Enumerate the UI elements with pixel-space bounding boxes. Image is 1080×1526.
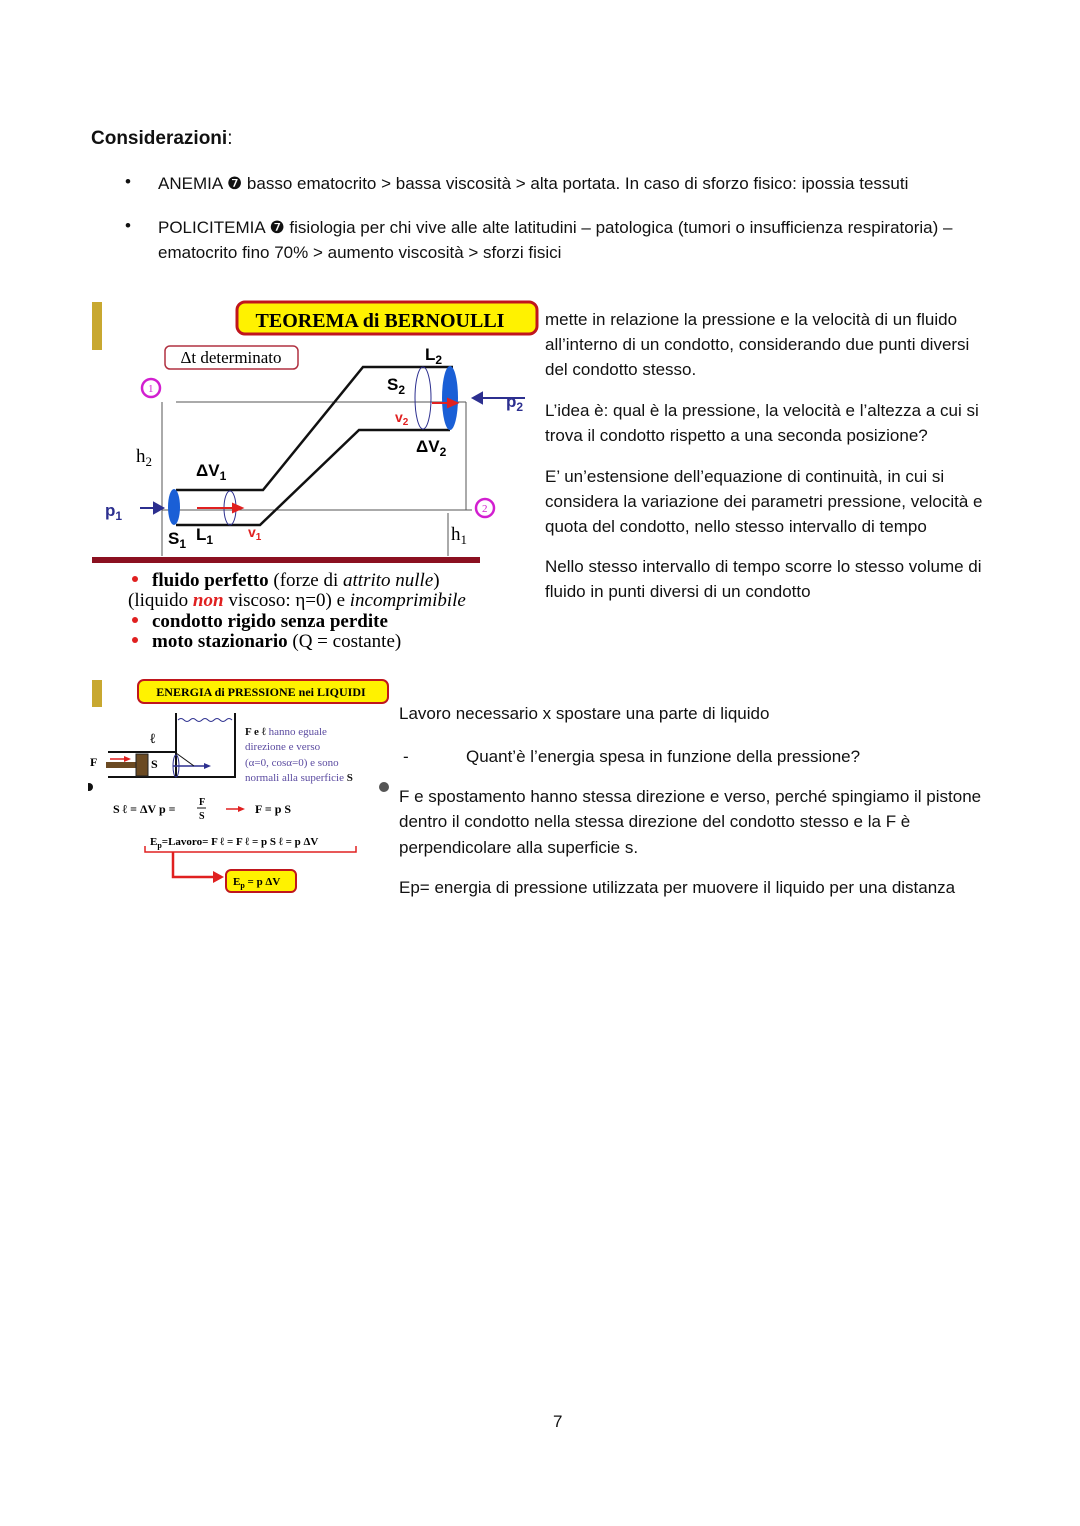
svg-text:v2: $v_2$ (395, 409, 409, 428)
svg-text:L1: $L_1$ (196, 525, 214, 547)
svg-text:F: F (90, 755, 98, 769)
svg-text:ΔV2: $\Delta V_2$ (416, 437, 447, 459)
paragraph-line: dentro il condotto nella stessa direzione del condotto stesso e la F è (399, 812, 911, 831)
conditions-list (128, 570, 466, 652)
svg-text:F: F (199, 797, 206, 808)
paragraph-line: all’interno di un condotto, considerando due punti diversi (545, 335, 970, 354)
paragraph-line: F e spostamento hanno stessa direzione e verso, perché spingiamo il pistone (399, 787, 982, 806)
bullet-anemia: ANEMIA ❼ basso ematocrito > bassa viscosità > alta portata. In caso di sforzo fisico: ipossia tessuti (158, 174, 909, 193)
svg-text:S ℓ = ΔV p =: S ℓ = ΔV p = (113, 802, 176, 816)
piston (136, 754, 148, 776)
direction-note (245, 726, 353, 784)
section-l2 (442, 366, 458, 430)
svg-text:2: 2 (482, 503, 488, 515)
svg-text:F = p S: F = p S (255, 802, 292, 816)
svg-text:fluido perfetto (forze di attr: fluido perfetto (forze di attrito nulle) (152, 570, 440, 591)
bullet-dot: • (125, 172, 131, 191)
pipe (176, 367, 453, 525)
svg-text:Ep = p ΔV: $E_p = p$ ΔV (233, 876, 281, 890)
svg-text:S1: $S_1$ (168, 529, 187, 551)
diagram-title: ENERGIA di PRESSIONE nei LIQUIDI (156, 685, 366, 699)
bullet-dot: • (125, 216, 131, 235)
question-line: Quant’è l’energia spesa in funzione della pressione? (466, 747, 861, 766)
svg-text:p2: $p_2$ (506, 392, 524, 414)
bernoulli-diagram (90, 295, 540, 655)
svg-text:(liquido non viscoso: η=0) e i: (liquido non viscoso: η=0) e incomprimibile (128, 590, 466, 611)
paragraph-line: considera la variazione dei parametri pressione, velocità e (545, 492, 983, 511)
section-s1 (168, 489, 180, 525)
paragraph-line: Ep= energia di pressione utilizzata per muovere il liquido per una distanza (399, 878, 956, 897)
svg-text:L2: $L_2$ (425, 345, 443, 367)
svg-text:h2: $h_2$ (136, 446, 152, 469)
svg-text:(α=0, cosα=0) e sono: (α=0, cosα=0) e sono (245, 757, 339, 769)
paragraph-line: del condotto stesso. (545, 360, 697, 379)
svg-text:v1: $v_1$ (248, 524, 262, 543)
svg-text:S: S (151, 757, 158, 771)
ground-bar (92, 557, 480, 563)
list-dash: - (403, 747, 409, 766)
svg-text:condotto rigido senza perdite: condotto rigido senza perdite (152, 611, 388, 632)
svg-text:direzione e verso: direzione e verso (245, 741, 321, 753)
paragraph-line: L’idea è: qual è la pressione, la velocità e l’altezza a cui si (545, 401, 979, 420)
svg-text:S2: $S_2$ (387, 375, 406, 397)
page-number: 7 (553, 1412, 563, 1431)
pressure-energy-diagram (88, 670, 393, 900)
piston-rod (106, 762, 136, 768)
liquid-surface (178, 719, 232, 722)
paragraph-line: mette in relazione la pressione e la velocità di un fluido (545, 310, 958, 329)
section-heading: Considerazioni: (91, 128, 233, 149)
svg-text:ℓ: ℓ (150, 732, 156, 747)
pressure-arrows (140, 393, 525, 513)
diagram-title: TEOREMA di BERNOULLI (255, 310, 505, 332)
slide-tag (92, 680, 102, 707)
dt-label: Δt determinato (180, 348, 282, 367)
svg-text:p1: $p_1$ (105, 501, 123, 523)
paragraph-line: trova il condotto rispetto a una seconda posizione? (545, 426, 928, 445)
paragraph-line: quota del condotto, nello stesso intervallo di tempo (545, 517, 927, 536)
svg-text:Ep=Lavoro= F ℓ = F ℓ = p S ℓ =: $E_p=Lavoro= F$ ℓ = F ℓ = p S ℓ = p ΔV (150, 836, 319, 850)
svg-text:h1: $h_1$ (451, 524, 467, 547)
paragraph-line: perpendicolare alla superficie s. (399, 838, 639, 857)
svg-text:normali alla superficie S: normali alla superficie S (245, 772, 353, 784)
section-s2 (415, 367, 431, 429)
paragraph-line: E’ un’estensione dell’equazione di continuità, in cui si (545, 467, 945, 486)
svg-text:ΔV1: $\Delta V_1$ (196, 461, 227, 483)
paragraph-line: fluido in punti diversi di un condotto (545, 582, 811, 601)
svg-text:1: 1 (148, 383, 154, 395)
svg-text:F e ℓ hanno eguale: F e ℓ hanno eguale (245, 726, 327, 738)
svg-text:moto stazionario (Q = costan: moto stazionario (Q = costante) (152, 631, 402, 652)
svg-text:S: S (199, 811, 205, 822)
paragraph-line: Nello stesso intervallo di tempo scorre lo stesso volume di (545, 557, 982, 576)
bullet-policitemia-line1: POLICITEMIA ❼ fisiologia per chi vive alle alte latitudini – patologica (tumori o insufficienza respiratoria) – (158, 218, 953, 237)
paragraph-line: Lavoro necessario x spostare una parte di liquido (399, 704, 770, 723)
slide-tag (92, 302, 102, 350)
equations (113, 797, 356, 892)
bullet-policitemia-line2: ematocrito fino 70% > aumento viscosità > sforzi fisici (158, 243, 562, 262)
